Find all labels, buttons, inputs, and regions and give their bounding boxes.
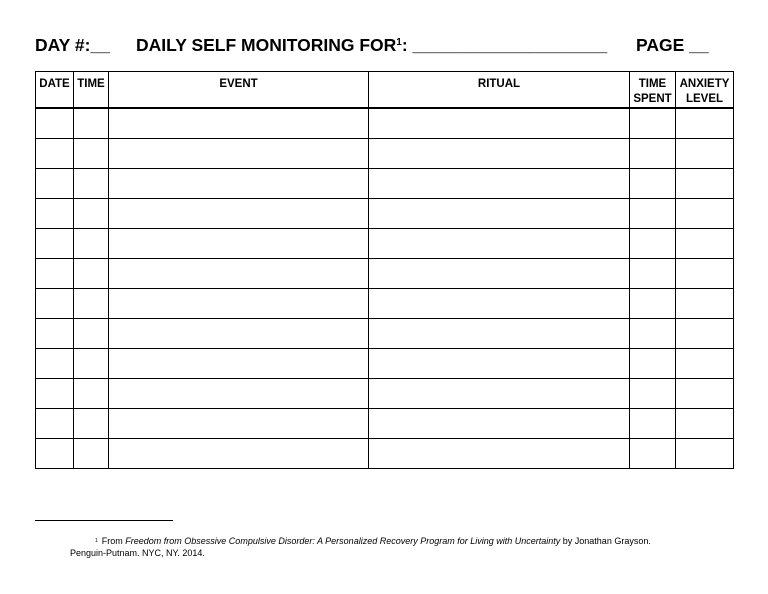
cell-date[interactable] [36,349,74,379]
column-header-anxiety-level-line2: LEVEL [685,93,724,105]
monitoring-for-blank: : ____________________ [401,35,608,55]
cell-anxiety-level[interactable] [676,169,734,199]
table-row [36,108,734,139]
column-header-time [74,72,109,109]
cell-time-spent[interactable] [630,229,676,259]
cell-event[interactable] [109,439,369,469]
footnote-divider [35,520,173,521]
cell-anxiety-level[interactable] [676,409,734,439]
column-header-anxiety-level-line1: ANXIETY [679,78,730,90]
page-title-text: DAILY SELF MONITORING FOR [136,35,397,55]
table-row [36,169,734,199]
cell-time-spent[interactable] [630,108,676,139]
footnote-book-title: Freedom from Obsessive Compulsive Disorder: A Personalized Recovery Program for Living with Uncertainty [125,536,561,546]
cell-event[interactable] [109,289,369,319]
cell-event[interactable] [109,229,369,259]
cell-date[interactable] [36,108,74,139]
cell-time-spent[interactable] [630,199,676,229]
cell-anxiety-level[interactable] [676,259,734,289]
column-header-time-spent [630,72,676,109]
table-row [36,259,734,289]
cell-anxiety-level[interactable] [676,199,734,229]
cell-date[interactable] [36,139,74,169]
footnote-line-1 [70,535,750,547]
cell-ritual[interactable] [369,108,630,139]
table-header-row [36,72,734,109]
column-header-event [109,72,369,109]
cell-ritual[interactable] [369,379,630,409]
cell-event[interactable] [109,199,369,229]
column-header-date-line1: DATE [39,78,70,90]
cell-ritual[interactable] [369,319,630,349]
cell-event[interactable] [109,108,369,139]
cell-date[interactable] [36,169,74,199]
cell-time[interactable] [74,169,109,199]
table-row [36,229,734,259]
column-header-time-spent-line2: SPENT [633,93,672,105]
cell-date[interactable] [36,229,74,259]
cell-anxiety-level[interactable] [676,139,734,169]
footnote-prefix: From [101,536,126,546]
cell-ritual[interactable] [369,409,630,439]
cell-date[interactable] [36,259,74,289]
cell-date[interactable] [36,439,74,469]
cell-date[interactable] [36,289,74,319]
page-number-label: PAGE __ [636,35,709,55]
cell-event[interactable] [109,169,369,199]
cell-ritual[interactable] [369,259,630,289]
table-row [36,349,734,379]
cell-ritual[interactable] [369,229,630,259]
cell-event[interactable] [109,319,369,349]
day-number-label: DAY #:__ [35,35,110,55]
cell-time-spent[interactable] [630,409,676,439]
cell-time-spent[interactable] [630,379,676,409]
cell-time-spent[interactable] [630,289,676,319]
cell-event[interactable] [109,139,369,169]
cell-anxiety-level[interactable] [676,108,734,139]
cell-ritual[interactable] [369,439,630,469]
cell-date[interactable] [36,409,74,439]
cell-time[interactable] [74,199,109,229]
cell-time[interactable] [74,259,109,289]
table-row [36,199,734,229]
cell-time[interactable] [74,108,109,139]
cell-ritual[interactable] [369,139,630,169]
column-header-ritual [369,72,630,109]
cell-ritual[interactable] [369,169,630,199]
table-row [36,409,734,439]
page-title [136,33,607,57]
column-header-anxiety-level [676,72,734,109]
table-row [36,139,734,169]
cell-anxiety-level[interactable] [676,319,734,349]
cell-anxiety-level[interactable] [676,349,734,379]
cell-time[interactable] [74,439,109,469]
cell-time[interactable] [74,289,109,319]
cell-time-spent[interactable] [630,169,676,199]
cell-time[interactable] [74,139,109,169]
cell-time-spent[interactable] [630,349,676,379]
table-row [36,319,734,349]
column-header-date [36,72,74,109]
cell-time[interactable] [74,349,109,379]
cell-event[interactable] [109,409,369,439]
title-footnote-mark: 1 [396,37,402,48]
table-row [36,439,734,469]
column-header-time-spent-line1: TIME [638,78,667,90]
column-header-ritual-line1: RITUAL [477,78,521,90]
cell-time[interactable] [74,379,109,409]
cell-ritual[interactable] [369,199,630,229]
cell-anxiety-level[interactable] [676,289,734,319]
cell-event[interactable] [109,379,369,409]
cell-anxiety-level[interactable] [676,439,734,469]
table-row [36,379,734,409]
cell-time-spent[interactable] [630,319,676,349]
cell-ritual[interactable] [369,349,630,379]
column-header-event-line1: EVENT [219,78,258,90]
table-body [36,108,734,469]
cell-time[interactable] [74,229,109,259]
cell-date[interactable] [36,199,74,229]
cell-ritual[interactable] [369,289,630,319]
cell-date[interactable] [36,379,74,409]
table-row [36,289,734,319]
cell-date[interactable] [36,319,74,349]
cell-time-spent[interactable] [630,439,676,469]
cell-time[interactable] [74,319,109,349]
cell-time-spent[interactable] [630,139,676,169]
cell-event[interactable] [109,259,369,289]
cell-time[interactable] [74,409,109,439]
footnote-mark: 1 [95,538,98,544]
column-header-time-line1: TIME [77,78,105,90]
self-monitoring-table [35,71,734,469]
cell-anxiety-level[interactable] [676,229,734,259]
cell-anxiety-level[interactable] [676,379,734,409]
cell-time-spent[interactable] [630,259,676,289]
footnote-publisher: Penguin-Putnam. NYC, NY. 2014. [70,548,205,558]
footnote-author: by Jonathan Grayson. [560,536,651,546]
cell-event[interactable] [109,349,369,379]
footnote [70,535,750,559]
